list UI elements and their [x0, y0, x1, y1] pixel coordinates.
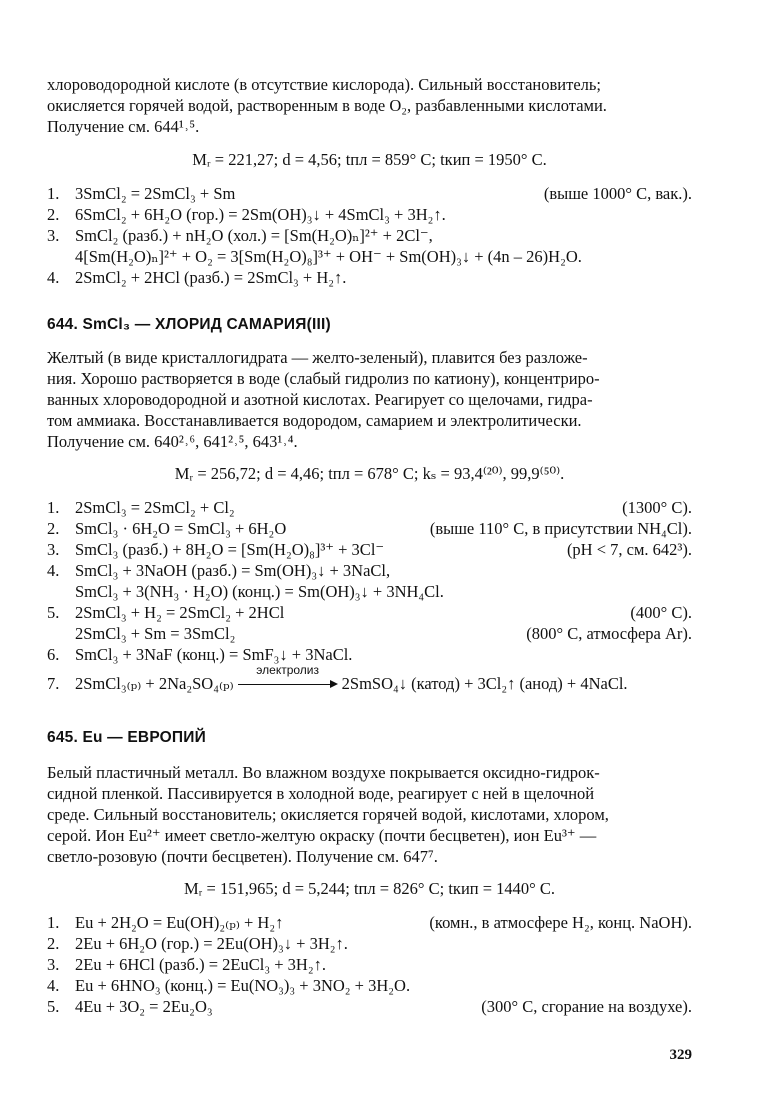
reaction-equation: SmCl₃ + 3NaOH (разб.) = Sm(OH)₃↓ + 3NaCl,: [75, 561, 391, 580]
reaction-equation: 3SmCl₂ = 2SmCl₃ + Sm: [75, 184, 236, 203]
arrow-label: электролиз: [256, 663, 320, 677]
reaction-row: [47, 975, 692, 996]
description-line: светло-розовую (почти бесцветен). Получение см. 647⁷.: [47, 847, 438, 866]
reaction-equation: 2SmCl₃ = 2SmCl₂ + Cl₂: [75, 498, 235, 517]
description-line: том аммиака. Восстанавливается водородом, самарием и электролитически.: [47, 411, 582, 430]
reaction-condition: (pH < 7, см. 642³).: [566, 540, 692, 559]
reaction-equation: SmCl₃ · 6H₂O = SmCl₃ + 6H₂O: [75, 519, 287, 538]
reaction-row: [47, 497, 692, 518]
reaction-row-electrolysis: [47, 663, 692, 694]
reaction-condition: (выше 110° C, в присутствии NH₄Cl).: [429, 519, 692, 538]
reaction-row: [47, 954, 692, 975]
reaction-equation: Eu + 6HNO₃ (конц.) = Eu(NO₃)₃ + 3NO₂ + 3H₂O.: [75, 976, 411, 995]
intro-properties: [47, 149, 692, 170]
reaction-equation: 2SmCl₃ + Sm = 3SmCl₂: [75, 624, 236, 643]
properties-line: Mᵣ = 221,27; d = 4,56; tпл = 859° C; tкип = 1950° C.: [192, 150, 547, 169]
section-heading: 644. SmCl₃ — ХЛОРИД САМАРИЯ(III): [47, 316, 331, 333]
intro-text-line: хлороводородной кислоте (в отсутствие кислорода). Сильный восстановитель;: [47, 75, 602, 94]
reaction-number: 4.: [47, 976, 60, 995]
reaction-number: 4.: [47, 561, 60, 580]
reaction-number: 2.: [47, 519, 60, 538]
properties-line: Mᵣ = 256,72; d = 4,46; tпл = 678° C; kₛ = 93,4⁽²⁰⁾, 99,9⁽⁵⁰⁾.: [174, 464, 565, 483]
reaction-number: 2.: [47, 934, 60, 953]
reaction-row: [47, 204, 692, 225]
intro-text-line: Получение см. 644¹˒⁵.: [47, 117, 200, 136]
description-line: Желтый (в виде кристаллогидрата — желто-зеленый), плавится без разложе-: [47, 348, 588, 367]
section-645-description: [47, 762, 692, 867]
reaction-row: [47, 912, 692, 933]
section-645-reactions: [47, 912, 692, 1017]
electrolysis-equation: [75, 663, 692, 694]
reaction-row: [47, 183, 692, 204]
reaction-equation: 4Eu + 3O₂ = 2Eu₂O₃: [75, 997, 213, 1016]
reaction-row: [47, 225, 692, 246]
reaction-number: 5.: [47, 603, 60, 622]
reaction-number: 5.: [47, 997, 60, 1016]
reaction-equation: Eu + 2H₂O = Eu(OH)₂₍ₚ₎ + H₂↑: [75, 913, 284, 932]
reaction-condition: (комн., в атмосфере H₂, конц. NaOH).: [429, 913, 692, 932]
reaction-number: 1.: [47, 498, 60, 517]
reaction-row: [47, 644, 692, 665]
description-line: Получение см. 640²˒⁶, 641²˒⁵, 643¹˒⁴.: [47, 432, 298, 451]
reaction-row: [47, 539, 692, 560]
description-line: серой. Ион Eu²⁺ имеет светло-желтую окраску (почти бесцветен), ион Eu³⁺ —: [47, 826, 597, 845]
arrow-shaft: [238, 684, 332, 685]
reaction-number: 2.: [47, 205, 60, 224]
reaction-equation: 6SmCl₂ + 6H₂O (гор.) = 2Sm(OH)₃↓ + 4SmCl₃ + 3H₂↑.: [75, 205, 446, 224]
reaction-equation: 2Eu + 6HCl (разб.) = 2EuCl₃ + 3H₂↑.: [75, 955, 326, 974]
reaction-equation: SmCl₃ + 3NaF (конц.) = SmF₃↓ + 3NaCl.: [75, 645, 353, 664]
reaction-equation: 2Eu + 6H₂O (гор.) = 2Eu(OH)₃↓ + 3H₂↑.: [75, 934, 348, 953]
electrolysis-products: 2SmSO₄↓ (катод) + 3Cl₂↑ (анод) + 4NaCl.: [341, 674, 628, 693]
electrolysis-reactants: 2SmCl₃₍ₚ₎ + 2Na₂SO₄₍ₚ₎: [75, 674, 234, 693]
arrow-head-icon: [330, 680, 338, 688]
intro-block: [47, 74, 692, 137]
intro-text-line: окисляется горячей водой, растворенным в воде O₂, разбавленными кислотами.: [47, 96, 607, 115]
section-644-properties: [47, 463, 692, 484]
reaction-continuation-row: [47, 623, 692, 644]
intro-reactions: [47, 183, 692, 288]
section-644-description: [47, 347, 692, 452]
description-line: ванных хлороводородной и азотной кислотах. Реагирует со щелочами, гидра-: [47, 390, 593, 409]
reaction-number: 1.: [47, 913, 60, 932]
properties-line: Mᵣ = 151,965; d = 5,244; tпл = 826° C; tкип = 1440° C.: [183, 879, 556, 898]
reaction-number: 4.: [47, 268, 60, 287]
section-645-heading-wrap: [47, 727, 692, 748]
reaction-equation: 2SmCl₃ + H₂ = 2SmCl₂ + 2HCl: [75, 603, 285, 622]
reaction-condition: (300° C, сгорание на воздухе).: [481, 997, 692, 1016]
reaction-condition: (1300° C).: [622, 498, 692, 517]
reaction-condition: (выше 1000° C, вак.).: [543, 184, 692, 203]
section-heading: 645. Eu — ЕВРОПИЙ: [47, 729, 206, 746]
reaction-row: [47, 933, 692, 954]
reaction-row: [47, 996, 692, 1017]
reaction-equation: 2SmCl₂ + 2HCl (разб.) = 2SmCl₃ + H₂↑.: [75, 268, 347, 287]
description-line: среде. Сильный восстановитель; окисляется горячей водой, кислотами, хлором,: [47, 805, 609, 824]
reaction-row: [47, 267, 692, 288]
reaction-row: [47, 518, 692, 539]
reaction-equation: SmCl₂ (разб.) + nH₂O (хол.) = [Sm(H₂O)ₙ]²⁺ + 2Cl⁻,: [75, 226, 433, 245]
reaction-number: 1.: [47, 184, 60, 203]
reaction-number: 6.: [47, 645, 60, 664]
section-644-heading-wrap: [47, 314, 692, 335]
page-number: 329: [669, 1047, 692, 1063]
reaction-continuation: SmCl₃ + 3(NH₃ · H₂O) (конц.) = Sm(OH)₃↓ + 3NH₄Cl.: [75, 582, 444, 601]
reaction-number: 3.: [47, 955, 60, 974]
section-645-properties: [47, 878, 692, 899]
reaction-number: 7.: [47, 674, 60, 693]
description-line: ния. Хорошо растворяется в воде (слабый гидролиз по катиону), концентриро-: [47, 369, 600, 388]
reaction-number: 3.: [47, 226, 60, 245]
description-line: Белый пластичный металл. Во влажном воздухе покрывается оксидно-гидрок-: [47, 763, 600, 782]
reaction-continuation: 4[Sm(H₂O)ₙ]²⁺ + O₂ = 3[Sm(H₂O)₈]³⁺ + OH⁻ + Sm(OH)₃↓ + (4n – 26)H₂O.: [75, 247, 582, 266]
reaction-row: [47, 560, 692, 581]
reaction-number: 3.: [47, 540, 60, 559]
reaction-condition: (400° C).: [630, 603, 692, 622]
section-644-reactions: [47, 497, 692, 694]
reaction-row: [47, 602, 692, 623]
reaction-arrow: [238, 663, 338, 694]
reaction-condition: (800° C, атмосфера Ar).: [526, 624, 692, 643]
reaction-equation: SmCl₃ (разб.) + 8H₂O = [Sm(H₂O)₈]³⁺ + 3Cl⁻: [75, 540, 385, 559]
description-line: сидной пленкой. Пассивируется в холодной воде, реагирует с ней в щелочной: [47, 784, 595, 803]
